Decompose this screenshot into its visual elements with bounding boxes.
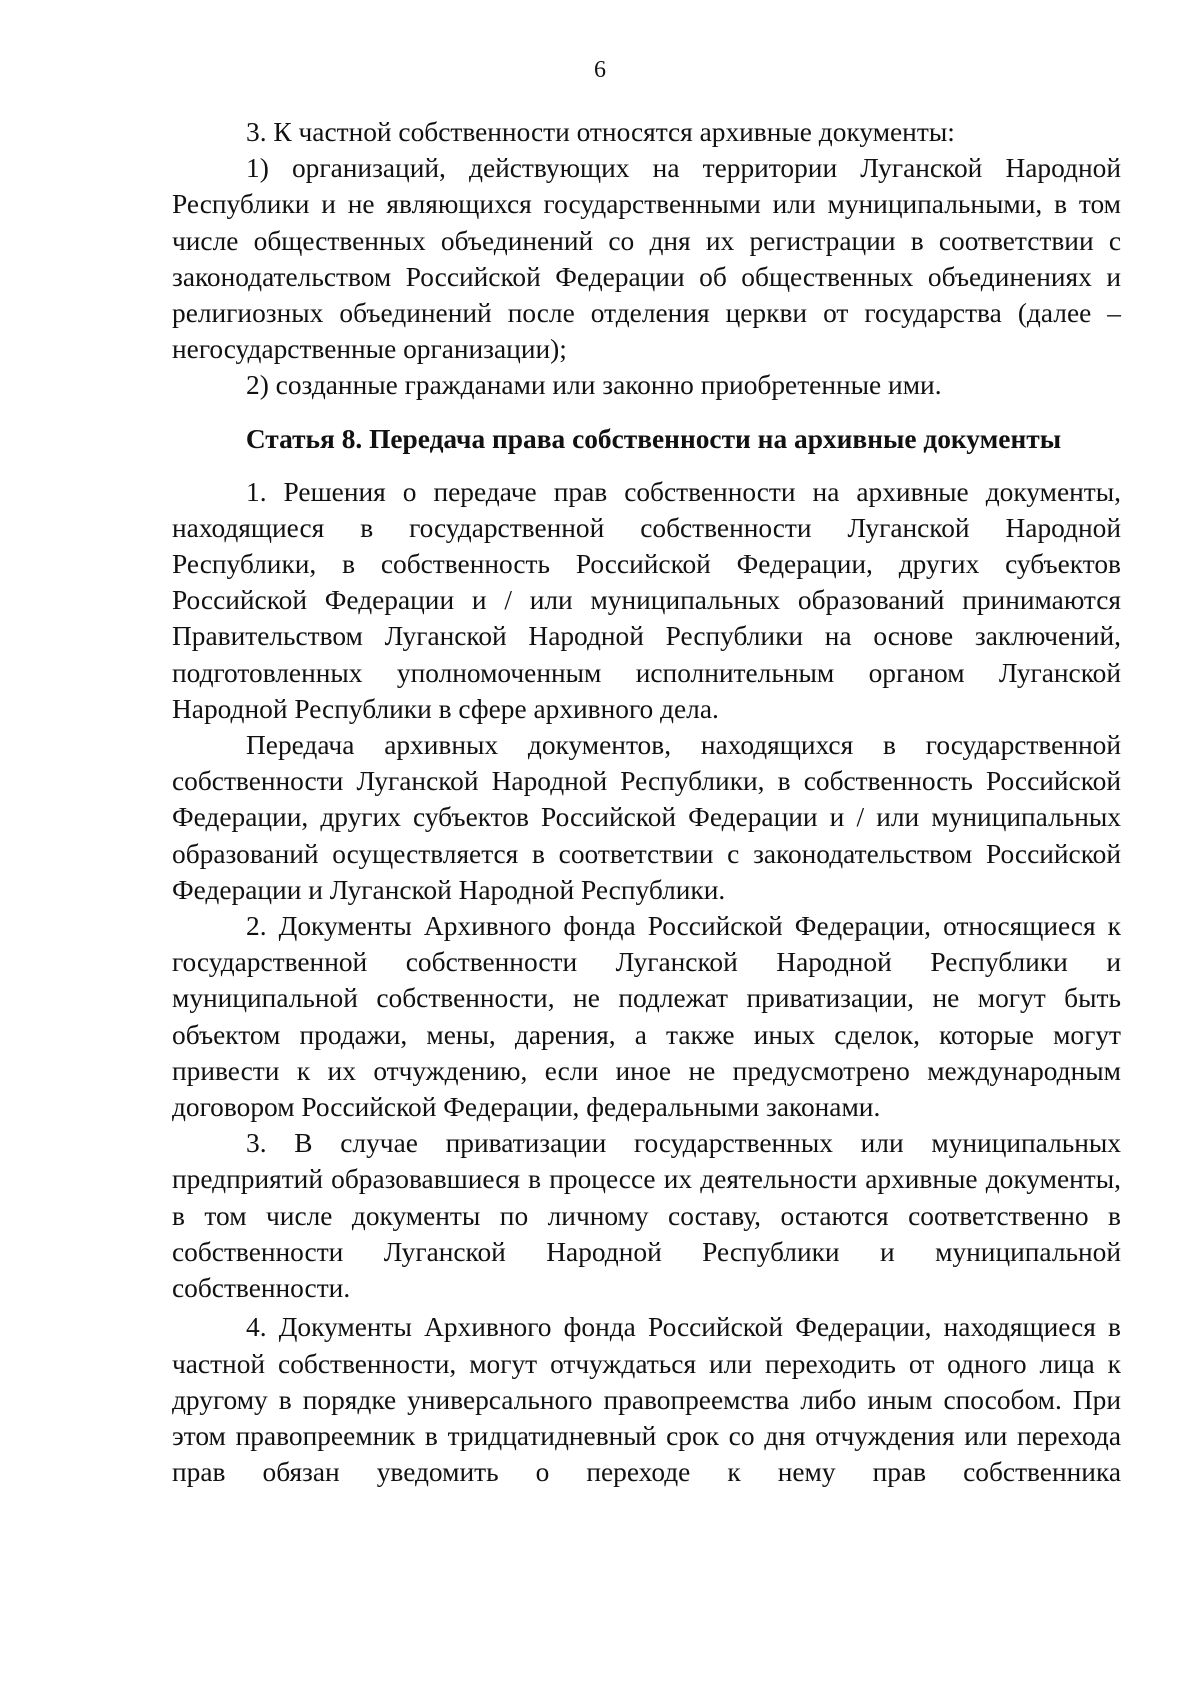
paragraph-private-property-item-1: 1) организаций, действующих на территории Луганской Народной Республики и не являющихся государственными или муниципальными, в том числе общественных объединений со дня их регистрации в соответствии с законодательством Российской Федерации об общественных объединениях и религиозных объединений после отделения церкви от государства (далее – негосударственные организации);	[172, 153, 1121, 365]
article-8-paragraph-transfer: Передача архивных документов, находящихся в государственной собственности Луганской Народной Республики, в собственность Российской Федерации, других субъектов Российской Федерации и / или муниципальных образований осуществляется в соответствии с законодательством Российской Федерации и Луганской Народной Республики.	[172, 730, 1121, 905]
paragraph-private-property-item-2: 2) созданные гражданами или законно приобретенные ими.	[246, 370, 942, 401]
page-number: 6	[594, 57, 606, 83]
paragraph-private-property-intro: 3. К частной собственности относятся архивные документы:	[246, 117, 955, 147]
article-8-paragraph-1: 1. Решения о передаче прав собственности на архивные документы, находящиеся в государственной собственности Луганской Народной Республики, в собственность Российской Федерации, других субъектов Российской Федерации и / или муниципальных образований принимаются Правительством Луганской Народной Республики на основе заключений, подготовленных уполномоченным исполнительным органом Луганской Народной Республики в сфере архивного дела.	[172, 476, 1121, 724]
article-8-paragraph-3: 3. В случае приватизации государственных или муниципальных предприятий образовавшиеся в процессе их деятельности архивные документы, в том числе документы по личному составу, остаются соответственно в собственности Луганской Народной Республики и муниципальной собственности.	[172, 1128, 1121, 1304]
article-8-paragraph-4: 4. Документы Архивного фонда Российской Федерации, находящиеся в частной собственности, могут отчуждаться или переходить от одного лица к другому в порядке универсального правопреемства либо иным способом. При этом правопреемник в тридцатидневный срок со дня отчуждения или перехода прав обязан уведомить о переходе к нему прав собственника	[172, 1312, 1121, 1488]
article-8-paragraph-2: 2. Документы Архивного фонда Российской Федерации, относящиеся к государственной собственности Луганской Народной Республики и муниципальной собственности, не подлежат приватизации, не могут быть объектом продажи, мены, дарения, а также иных сделок, которые могут привести к их отчуждению, если иное не предусмотрено международным договором Российской Федерации, федеральными законами.	[172, 911, 1121, 1123]
document-body	[172, 114, 1121, 1490]
article-8-heading: Статья 8. Передача права собственности на архивные документы	[245, 423, 1062, 454]
